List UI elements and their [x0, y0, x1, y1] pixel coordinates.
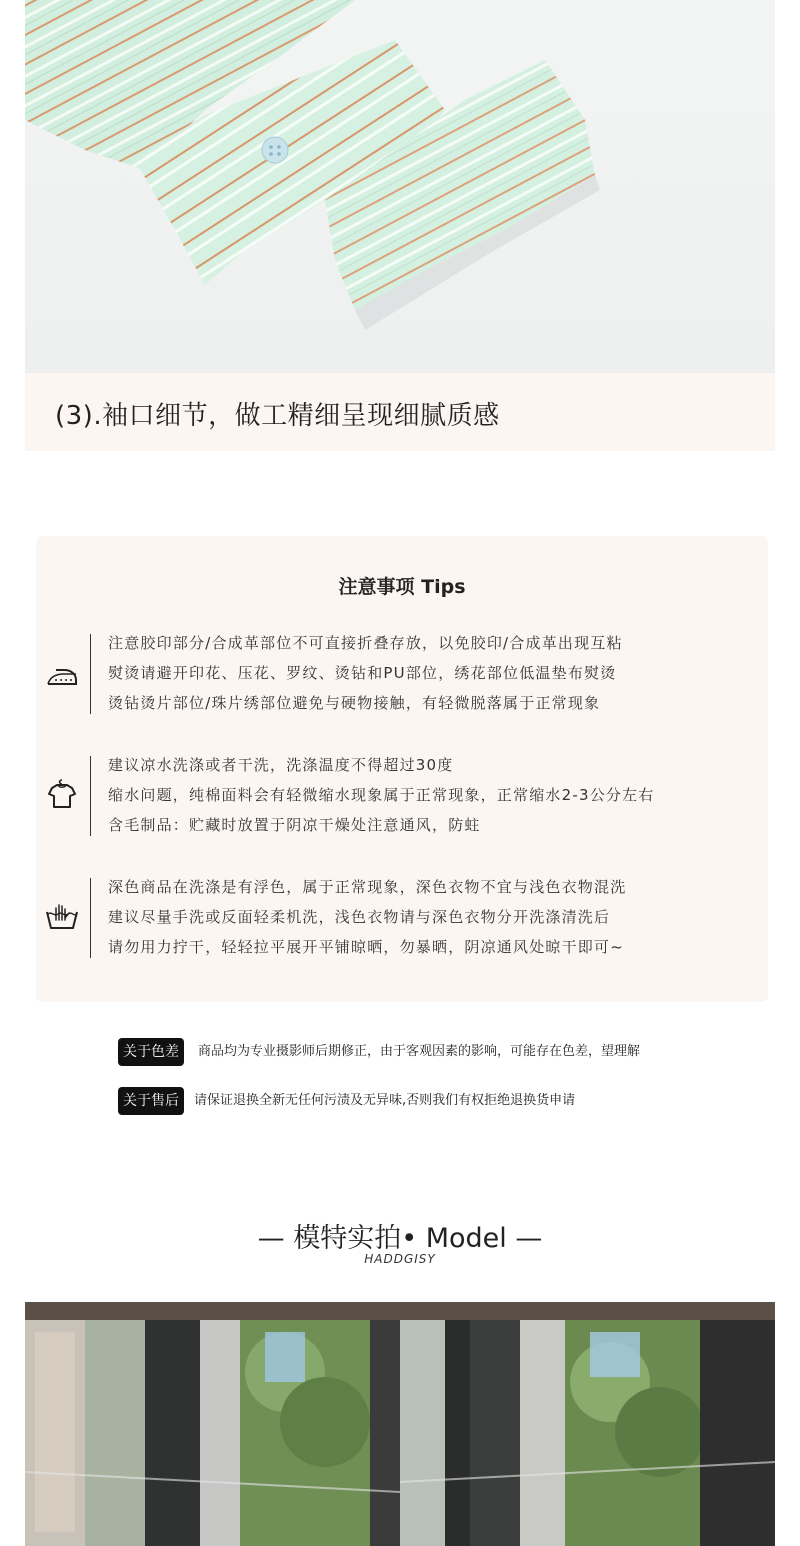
notice-badge: 关于色差	[118, 1038, 184, 1066]
tip-line: 建议凉水洗涤或者干洗，洗涤温度不得超过30度	[108, 756, 454, 774]
tip-group-ironing	[36, 632, 768, 722]
model-photo-left	[25, 1302, 400, 1546]
tip-line: 烫钻烫片部位/珠片绣部位避免与硬物接触，有轻微脱落属于正常现象	[108, 694, 601, 712]
tip-divider	[90, 634, 91, 714]
model-section-title: — 模特实拍• Model —	[257, 1223, 543, 1254]
care-tips-card	[36, 536, 768, 1002]
iron-icon	[44, 658, 80, 694]
tip-group-handwash	[36, 876, 768, 966]
tshirt-hanger-icon	[44, 776, 80, 812]
tip-line: 注意胶印部分/合成革部位不可直接折叠存放，以免胶印/合成革出现互粘	[108, 634, 623, 652]
detail-caption: (3).袖口细节，做工精细呈现细腻质感	[55, 401, 500, 431]
tip-line: 熨烫请避开印花、压花、罗纹、烫钻和PU部位，绣花部位低温垫布熨烫	[108, 664, 617, 682]
tips-title: 注意事项 Tips	[338, 576, 466, 598]
tip-divider	[90, 878, 91, 958]
notice-badge: 关于售后	[118, 1087, 184, 1115]
tip-line: 缩水问题，纯棉面料会有轻微缩水现象属于正常现象，正常缩水2-3公分左右	[108, 786, 655, 804]
notice-text: 商品均为专业摄影师后期修正，由于客观因素的影响，可能存在色差，望理解	[198, 1044, 641, 1059]
tip-line: 请勿用力拧干，轻轻拉平展开平铺晾晒，勿暴晒，阴凉通风处晾干即可~	[108, 938, 624, 956]
tip-line: 建议尽量手洗或反面轻柔机洗，浅色衣物请与深色衣物分开洗涤清洗后	[108, 908, 611, 926]
model-photo-right	[400, 1302, 775, 1546]
model-section-subtitle: HADDGISY	[364, 1252, 436, 1266]
sleeve-cuff-photo	[25, 0, 775, 373]
tip-divider	[90, 756, 91, 836]
caption-band	[25, 373, 775, 451]
notice-after-sales	[118, 1087, 718, 1115]
tip-line: 深色商品在洗涤是有浮色，属于正常现象，深色衣物不宜与浅色衣物混洗	[108, 878, 627, 896]
hand-wash-icon	[44, 898, 80, 934]
tip-line: 含毛制品：贮藏时放置于阴凉干燥处注意通风，防蛀	[108, 816, 481, 834]
notice-color-difference	[118, 1038, 718, 1066]
tip-group-washing	[36, 754, 768, 844]
notice-text: 请保证退换全新无任何污渍及无异味,否则我们有权拒绝退换货申请	[194, 1093, 576, 1108]
